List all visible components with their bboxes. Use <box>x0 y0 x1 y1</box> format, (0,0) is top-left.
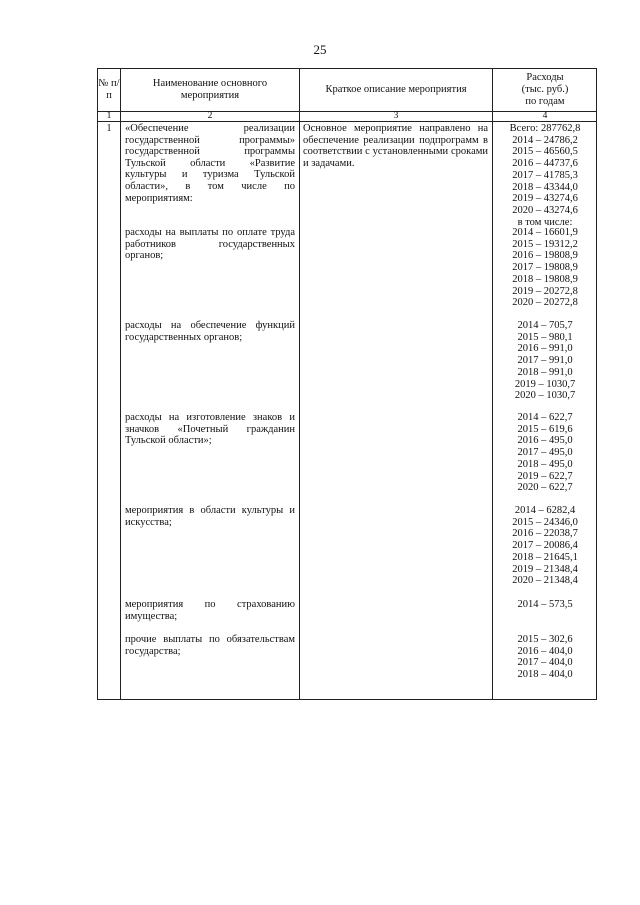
item-name-culture: мероприятия в области культуры и искусства; <box>125 505 295 528</box>
header-expenses-text: Расходы (тыс. руб.) по годам <box>521 72 569 107</box>
expense-value: 2015 – 19312,2 <box>512 238 578 250</box>
expense-value: 2017 – 41785,3 <box>512 169 578 181</box>
expense-value: Всего: 287762,8 <box>509 123 581 134</box>
header-description-text: Краткое описание мероприятия <box>325 84 467 95</box>
expense-value: 2015 – 980,1 <box>517 331 573 343</box>
expense-value: 2015 – 46560,5 <box>512 146 578 158</box>
expense-value: 2018 – 21645,1 <box>512 551 578 563</box>
col-number-1: 1 <box>106 111 112 121</box>
expense-value: 2018 – 495,0 <box>517 458 573 470</box>
expense-value: 2014 – 16601,9 <box>512 227 578 238</box>
expense-value: 2017 – 404,0 <box>517 657 573 669</box>
expense-value: 2019 – 622,7 <box>517 470 573 482</box>
values-salary <box>492 227 598 309</box>
expense-value: 2015 – 619,6 <box>517 423 573 435</box>
expense-value: 2014 – 573,5 <box>517 599 573 610</box>
header-number-text: № п/п <box>98 78 120 101</box>
expense-value: 2016 – 19808,9 <box>512 250 578 262</box>
values-badges <box>492 412 598 494</box>
expense-value: 2016 – 22038,7 <box>512 528 578 540</box>
values-functions <box>492 320 598 402</box>
expense-value: 2020 – 20272,8 <box>512 297 578 309</box>
item-name-salary: расходы на выплаты по оплате труда работников государственных органов; <box>125 227 295 262</box>
expense-value: 2020 – 21348,4 <box>512 575 578 587</box>
expense-value: 2014 – 705,7 <box>517 320 573 331</box>
expense-value: 2017 – 991,0 <box>517 355 573 367</box>
values-total <box>492 123 598 228</box>
expense-value: 2016 – 495,0 <box>517 435 573 447</box>
expense-value: 2018 – 404,0 <box>517 669 573 681</box>
expense-value: 2016 – 404,0 <box>517 645 573 657</box>
expense-value: 2015 – 24346,0 <box>512 516 578 528</box>
expense-value: 2020 – 1030,7 <box>514 390 576 402</box>
header-name <box>121 69 299 111</box>
values-culture <box>492 505 598 587</box>
col-divider-2 <box>299 69 300 699</box>
values-other <box>492 634 598 681</box>
col-number-4: 4 <box>542 111 548 121</box>
expense-value: 2014 – 6282,4 <box>514 505 576 516</box>
values-insurance <box>492 599 598 611</box>
row-number: 1 <box>106 123 112 134</box>
main-activity-name: «Обеспечение реализации государственной программы» государственной программы Тульской области «Развитие культуры и туризма Тульской области», в том числе по мероприятиям: <box>125 123 295 204</box>
expense-value: 2017 – 20086,4 <box>512 540 578 552</box>
main-activity-description: Основное мероприятие направлено на обеспечение реализации подпрограмм в соответствии с установленными сроками и задачами. <box>303 123 488 169</box>
expense-value: в том числе: <box>517 216 573 228</box>
header-description <box>300 69 492 111</box>
col-number-3: 3 <box>393 111 399 121</box>
expense-value: 2019 – 43274,6 <box>512 193 578 205</box>
header-number <box>98 69 120 111</box>
item-name-badges: расходы на изготовление знаков и значков «Почетный гражданин Тульской области»; <box>125 412 295 447</box>
expense-value: 2019 – 20272,8 <box>512 285 578 297</box>
item-name-functions: расходы на обеспечение функций государственных органов; <box>125 320 295 343</box>
expense-value: 2018 – 43344,0 <box>512 181 578 193</box>
item-name-other: прочие выплаты по обязательствам государства; <box>125 634 295 657</box>
header-name-text: Наименование основного мероприятия <box>152 78 268 101</box>
expense-value: 2017 – 19808,9 <box>512 262 578 274</box>
expense-value: 2019 – 1030,7 <box>514 378 576 390</box>
column-numbers-divider <box>98 121 596 122</box>
expense-value: 2015 – 302,6 <box>517 634 573 645</box>
expense-value: 2020 – 43274,6 <box>512 204 578 216</box>
expense-value: 2020 – 622,7 <box>517 482 573 494</box>
expense-value: 2014 – 622,7 <box>517 412 573 423</box>
expense-value: 2014 – 24786,2 <box>512 134 578 146</box>
col-number-2: 2 <box>207 111 213 121</box>
expense-value: 2016 – 991,0 <box>517 343 573 355</box>
page-number: 25 <box>313 42 327 57</box>
expense-value: 2019 – 21348,4 <box>512 563 578 575</box>
expenses-table <box>97 68 597 700</box>
expense-value: 2018 – 19808,9 <box>512 273 578 285</box>
expense-value: 2017 – 495,0 <box>517 447 573 459</box>
col-divider-1 <box>120 69 121 699</box>
header-expenses <box>493 69 597 111</box>
item-name-insurance: мероприятия по страхованию имущества; <box>125 599 295 622</box>
expense-value: 2018 – 991,0 <box>517 366 573 378</box>
expense-value: 2016 – 44737,6 <box>512 158 578 170</box>
